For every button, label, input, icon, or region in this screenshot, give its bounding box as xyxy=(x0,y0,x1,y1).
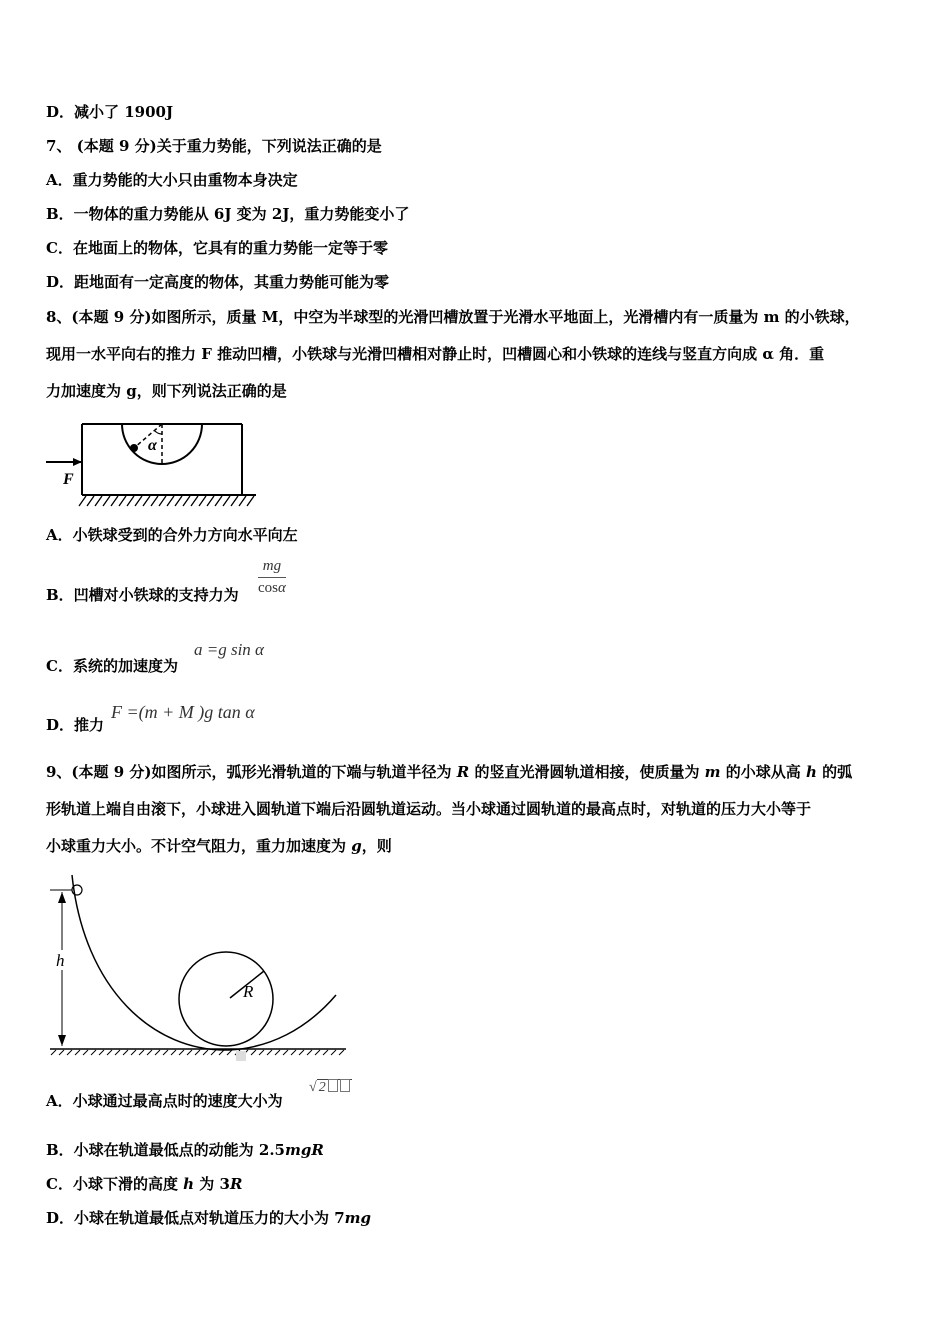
iron-ball xyxy=(130,444,138,452)
q8-stem-line3: 力加速度为 g，则下列说法正确的是 xyxy=(46,382,287,400)
q8-option-b: B．凹槽对小铁球的支持力为 xyxy=(46,586,239,604)
q7-option-c: C．在地面上的物体，它具有的重力势能一定等于零 xyxy=(46,239,388,257)
q9-option-c: C．小球下滑的高度 h 为 3R xyxy=(46,1175,243,1193)
alpha-label: α xyxy=(148,437,157,454)
force-label: F xyxy=(63,471,74,488)
q6-option-d: D．减小了 1900J xyxy=(46,103,174,121)
q8-option-d: D．推力 xyxy=(46,716,105,734)
q9-option-a: A．小球通过最高点时的速度大小为 xyxy=(46,1092,283,1110)
q7-option-d: D．距地面有一定高度的物体，其重力势能可能为零 xyxy=(46,273,390,291)
q8-option-b-formula: $\frac{mg}{\cos\alpha}$ xyxy=(258,558,286,596)
q9-stem-line2: 形轨道上端自由滚下，小球进入圆轨道下端后沿圆轨道运动。当小球通过圆轨道的最高点时，对轨道的压力大小等于 xyxy=(46,800,812,818)
q7-option-a: A．重力势能的大小只由重物本身决定 xyxy=(46,171,298,189)
q9-option-b: B．小球在轨道最低点的动能为 2.5mgR xyxy=(46,1141,324,1159)
q9-option-d: D．小球在轨道最低点对轨道压力的大小为 7mg xyxy=(46,1209,372,1227)
q8-groove-figure xyxy=(44,418,260,510)
height-label: h xyxy=(56,951,65,970)
radius-label: R xyxy=(243,982,254,1001)
q8-option-c: C．系统的加速度为 xyxy=(46,657,178,675)
q7-stem: 7、 (本题 9 分)关于重力势能，下列说法正确的是 xyxy=(46,137,382,155)
q8-option-a: A．小铁球受到的合外力方向水平向左 xyxy=(46,526,298,544)
circular-track xyxy=(179,952,273,1046)
q9-option-a-formula: √ 2 xyxy=(309,1079,352,1096)
q8-option-d-formula: F =(m + M )g tan α xyxy=(111,702,255,722)
q8-stem-line1: 8、(本题 9 分)如图所示，质量 M，中空为半球型的光滑凹槽放置于光滑水平地面上，光滑槽内有一质量为 m 的小铁球， xyxy=(46,308,860,326)
q9-stem-line1: 9、(本题 9 分)如图所示，弧形光滑轨道的下端与轨道半径为 R 的竖直光滑圆轨道相接，使质量为 m 的小球从高 h 的弧 xyxy=(46,763,853,781)
q8-option-c-formula: a =g sin α xyxy=(194,640,264,659)
q9-stem-line3: 小球重力大小。不计空气阻力，重力加速度为 g，则 xyxy=(46,837,392,855)
q7-option-b: B．一物体的重力势能从 6J 变为 2J，重力势能变小了 xyxy=(46,205,410,223)
q9-track-figure xyxy=(44,870,354,1065)
q8-stem-line2: 现用一水平向右的推力 F 推动凹槽，小铁球与光滑凹槽相对静止时，凹槽圆心和小铁球的连线与竖直方向成 α 角．重 xyxy=(46,345,825,363)
